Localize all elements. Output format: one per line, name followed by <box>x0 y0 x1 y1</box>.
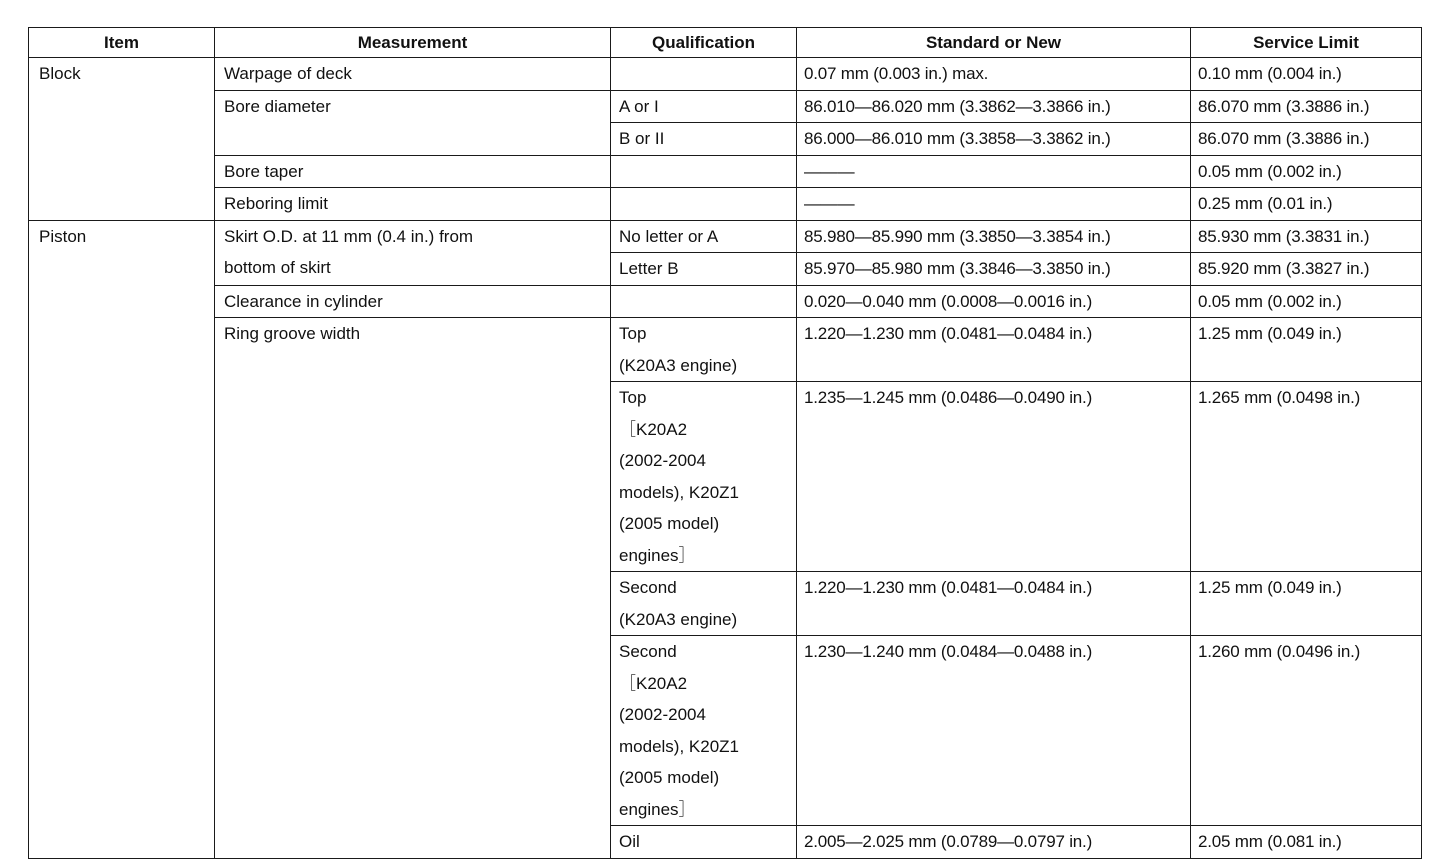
measurement-line: Skirt O.D. at 11 mm (0.4 in.) from <box>224 226 474 246</box>
standard-cell: 86.000—86.010 mm (3.3858—3.3862 in.) <box>797 123 1191 156</box>
service-limit-cell: 1.25 mm (0.049 in.) <box>1191 318 1422 382</box>
measurement-cell: Bore diameter <box>215 90 611 155</box>
header-qualification: Qualification <box>611 28 797 58</box>
standard-cell: 1.235—1.245 mm (0.0486—0.0490 in.) <box>797 382 1191 572</box>
table-row <box>29 58 1422 91</box>
service-limit-cell: 0.05 mm (0.002 in.) <box>1191 285 1422 318</box>
qualification-cell: Top ［K20A2 (2002-2004 models), K20Z1 (2005 model) engines］ <box>611 382 797 572</box>
header-row <box>29 28 1422 58</box>
service-limit-cell: 86.070 mm (3.3886 in.) <box>1191 123 1422 156</box>
table-row <box>29 285 1422 318</box>
header-measurement: Measurement <box>215 28 611 58</box>
standard-cell: 86.010—86.020 mm (3.3862—3.3866 in.) <box>797 90 1191 123</box>
item-piston: Piston <box>29 220 215 858</box>
standard-cell: ——— <box>797 155 1191 188</box>
standard-cell: 1.220—1.230 mm (0.0481—0.0484 in.) <box>797 318 1191 382</box>
header-service-limit: Service Limit <box>1191 28 1422 58</box>
measurement-line: bottom of skirt <box>224 258 331 277</box>
table-row <box>29 155 1422 188</box>
standard-cell: 1.220—1.230 mm (0.0481—0.0484 in.) <box>797 572 1191 636</box>
spec-table <box>28 27 1422 859</box>
qualification-cell <box>611 188 797 221</box>
qualification-cell: B or II <box>611 123 797 156</box>
header-standard: Standard or New <box>797 28 1191 58</box>
service-limit-cell: 1.265 mm (0.0498 in.) <box>1191 382 1422 572</box>
standard-cell: 85.970—85.980 mm (3.3846—3.3850 in.) <box>797 253 1191 286</box>
qualification-cell: A or I <box>611 90 797 123</box>
table-row <box>29 220 1422 253</box>
qualification-cell <box>611 285 797 318</box>
qualification-cell: Top (K20A3 engine) <box>611 318 797 382</box>
service-limit-cell: 86.070 mm (3.3886 in.) <box>1191 90 1422 123</box>
item-block: Block <box>29 58 215 221</box>
qualification-cell: No letter or A <box>611 220 797 253</box>
service-limit-cell: 85.930 mm (3.3831 in.) <box>1191 220 1422 253</box>
qualification-cell: Second (K20A3 engine) <box>611 572 797 636</box>
qualification-cell: Oil <box>611 826 797 859</box>
table-row <box>29 318 1422 382</box>
standard-cell: 0.07 mm (0.003 in.) max. <box>797 58 1191 91</box>
service-limit-cell: 0.10 mm (0.004 in.) <box>1191 58 1422 91</box>
service-limit-cell: 1.260 mm (0.0496 in.) <box>1191 636 1422 826</box>
qualification-cell <box>611 58 797 91</box>
measurement-cell: Bore taper <box>215 155 611 188</box>
measurement-cell: Clearance in cylinder <box>215 285 611 318</box>
standard-cell: 0.020—0.040 mm (0.0008—0.0016 in.) <box>797 285 1191 318</box>
measurement-cell: Warpage of deck <box>215 58 611 91</box>
qualification-cell: Second ［K20A2 (2002-2004 models), K20Z1 (2005 model) engines］ <box>611 636 797 826</box>
standard-cell: ——— <box>797 188 1191 221</box>
service-limit-cell: 2.05 mm (0.081 in.) <box>1191 826 1422 859</box>
standard-cell: 1.230—1.240 mm (0.0484—0.0488 in.) <box>797 636 1191 826</box>
standard-cell: 2.005—2.025 mm (0.0789—0.0797 in.) <box>797 826 1191 859</box>
service-limit-cell: 85.920 mm (3.3827 in.) <box>1191 253 1422 286</box>
table-row <box>29 188 1422 221</box>
measurement-cell: Ring groove width <box>215 318 611 859</box>
qualification-cell: Letter B <box>611 253 797 286</box>
measurement-cell <box>215 220 611 285</box>
measurement-cell: Reboring limit <box>215 188 611 221</box>
service-limit-cell: 1.25 mm (0.049 in.) <box>1191 572 1422 636</box>
service-limit-cell: 0.25 mm (0.01 in.) <box>1191 188 1422 221</box>
qualification-cell <box>611 155 797 188</box>
table-row <box>29 90 1422 123</box>
header-item: Item <box>29 28 215 58</box>
service-limit-cell: 0.05 mm (0.002 in.) <box>1191 155 1422 188</box>
standard-cell: 85.980—85.990 mm (3.3850—3.3854 in.) <box>797 220 1191 253</box>
